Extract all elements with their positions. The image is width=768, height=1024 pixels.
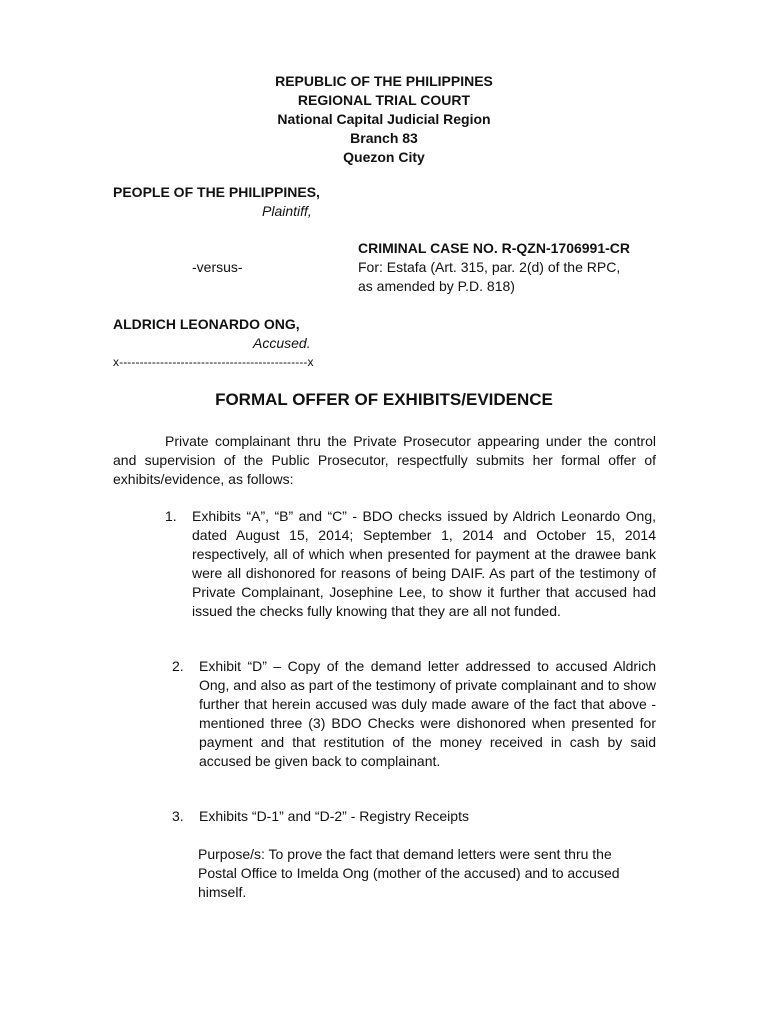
plaintiff-name: PEOPLE OF THE PHILIPPINES,	[113, 184, 320, 200]
court-name: REGIONAL TRIAL COURT	[297, 92, 471, 108]
exhibit-number: 3.	[172, 808, 184, 824]
court-city: Quezon City	[343, 149, 425, 165]
exhibit-text: Exhibits “D-1” and “D-2” - Registry Receipts	[199, 808, 469, 824]
exhibit-text: Exhibit “D” – Copy of the demand letter addressed to accused Aldrich Ong, and also as part of the testimony of private complainant and to show further that herein accused was duly made aware of the fact that above - mentioned three (3) BDO Checks were dishonored when presented for payment and that restitution of the money received in cash by said accused be given back to complainant.	[199, 658, 656, 769]
court-branch: Branch 83	[350, 130, 418, 146]
offense-line-1: For: Estafa (Art. 315, par. 2(d) of the RPC,	[358, 259, 621, 275]
offense-line-2: as amended by P.D. 818)	[358, 278, 515, 294]
versus-label: -versus-	[192, 259, 243, 275]
document-title: FORMAL OFFER OF EXHIBITS/EVIDENCE	[215, 390, 553, 409]
accused-name: ALDRICH LEONARDO ONG,	[113, 316, 300, 332]
court-header	[0, 72, 768, 167]
court-region: National Capital Judicial Region	[277, 111, 491, 127]
case-number: CRIMINAL CASE NO. R-QZN-1706991-CR	[358, 240, 631, 256]
plaintiff-role: Plaintiff,	[262, 203, 312, 219]
exhibit-number: 1.	[165, 508, 177, 524]
purpose-paragraph: Purpose/s: To prove the fact that demand letters were sent thru the Postal Office to Imelda Ong (mother of the accused) and to accused himself.	[198, 846, 620, 900]
exhibit-text: Exhibits “A”, “B” and “C” - BDO checks issued by Aldrich Leonardo Ong, dated August 15, 2014; September 1, 2014 and October 15, 2014 respectively, all of which when presented for payment at the drawee bank were all dishonored for reasons of being DAIF. As part of the testimony of Private Complainant, Josephine Lee, to show it further that accused had issued the checks fully knowing that they are all not funded.	[192, 508, 656, 619]
accused-role: Accused.	[253, 335, 311, 351]
caption-separator: x----------------------------------------------x	[113, 355, 314, 369]
exhibit-number: 2.	[172, 658, 184, 674]
intro-paragraph: Private complainant thru the Private Prosecutor appearing under the control and supervision of the Public Prosecutor, respectfully submits her formal offer of exhibits/evidence, as follows:	[113, 433, 656, 487]
court-republic: REPUBLIC OF THE PHILIPPINES	[275, 73, 493, 89]
